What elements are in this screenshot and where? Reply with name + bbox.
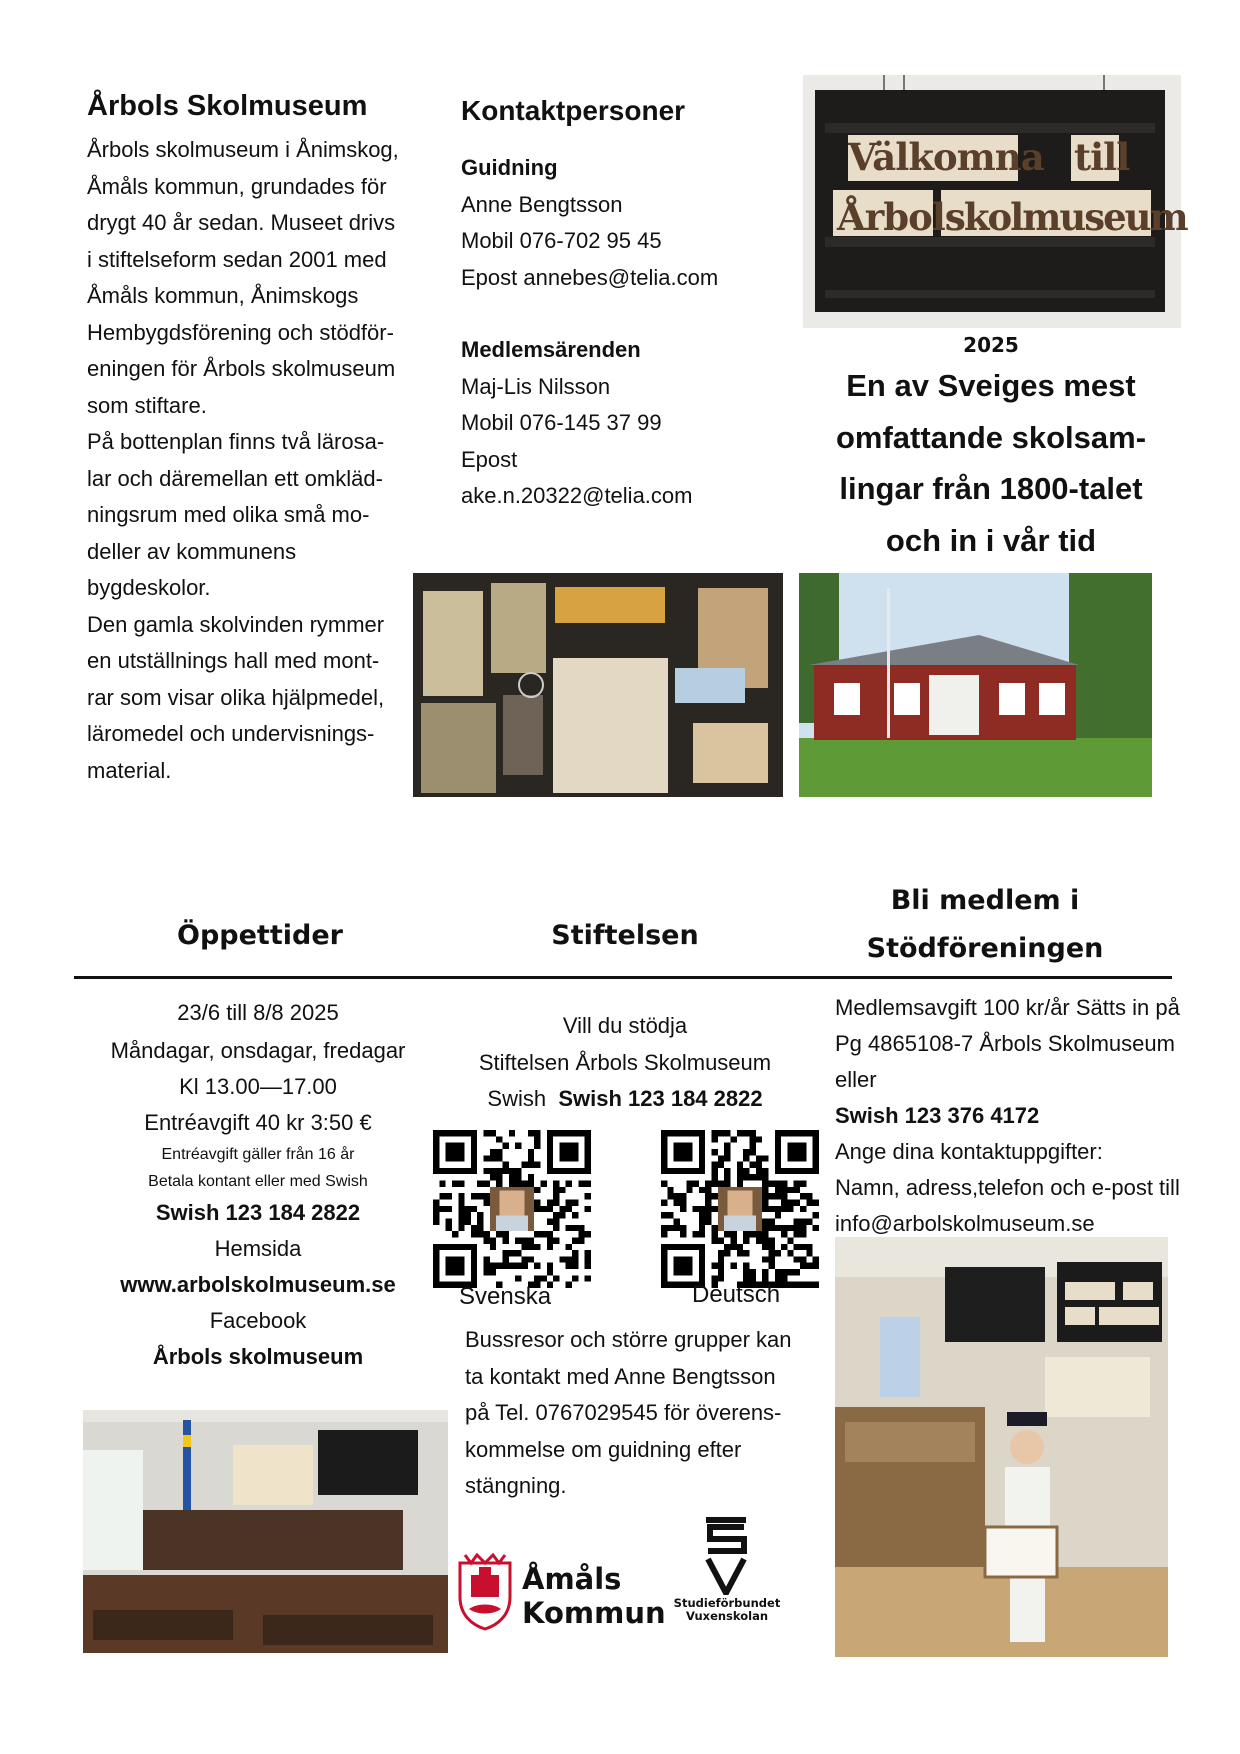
membership-line-5: Namn, adress,telefon och e-post till	[835, 1175, 1180, 1200]
guide-label: Guidning	[461, 155, 558, 180]
hours-dates: 23/6 till 8/8 2025	[177, 1000, 339, 1025]
hours-fee: Entréavgift 40 kr 3:50 €	[144, 1110, 372, 1135]
classroom-photo	[83, 1410, 448, 1653]
membership-email[interactable]: info@arbolskolmuseum.se	[835, 1211, 1095, 1236]
foundation-swish: Swish 123 184 2822	[558, 1086, 763, 1111]
intro-text-line: läromedel och undervisnings-	[87, 721, 375, 746]
bus-text-line: stängning.	[465, 1473, 567, 1498]
member-title-line-1: Bli medlem i	[890, 885, 1080, 916]
intro-text-line: rar som visar olika hjälpmedel,	[87, 684, 385, 710]
contacts-block	[461, 150, 791, 515]
foundation-block	[445, 1008, 805, 1118]
school-house-photo	[799, 573, 1152, 797]
sign-text-1b: till	[1074, 135, 1130, 179]
foundation-line-1: Vill du stödja	[562, 1013, 688, 1038]
sv-logo-line-2: Vuxenskolan	[685, 1609, 769, 1623]
intro-text	[87, 132, 417, 789]
sign-text-2a: Årbols	[837, 195, 965, 239]
member-title	[830, 877, 1140, 973]
classroom-mannequin-photo	[835, 1237, 1168, 1657]
tagline-year: 2025	[963, 333, 1019, 357]
hours-pay-note: Betala kontant eller med Swish	[148, 1173, 368, 1190]
hours-block	[80, 995, 436, 1375]
intro-text-line: eningen för Årbols skolmuseum	[87, 356, 396, 381]
qr-label-svenska: Svenska	[459, 1283, 552, 1310]
intro-text-line: som stiftare.	[87, 392, 207, 418]
membership-line-1: Medlemsavgift 100 kr/år Sätts in på	[835, 995, 1180, 1020]
membership-block	[835, 990, 1225, 1242]
guide-email: Epost annebes@telia.com	[461, 264, 719, 290]
studieforbundet-logo-text	[668, 1597, 786, 1623]
hours-days: Måndagar, onsdagar, fredagar	[110, 1038, 406, 1063]
member-email-label: Epost	[461, 446, 518, 472]
old-books-photo	[413, 573, 783, 797]
intro-text-line: Åmåls kommun, Ånimskogs	[87, 283, 359, 308]
amal-logo-line-2: Kommun	[522, 1596, 666, 1630]
amal-coat-of-arms-icon	[457, 1553, 513, 1631]
guide-phone: Mobil 076-702 95 45	[461, 228, 662, 253]
bus-text-line: ta kontakt med Anne Bengtsson	[465, 1363, 776, 1389]
bus-text-line: kommelse om guidning efter	[465, 1436, 742, 1462]
foundation-title: Stiftelsen	[551, 920, 699, 951]
member-name: Maj-Lis Nilsson	[461, 373, 611, 399]
intro-text-line: en utställnings hall med mont-	[87, 648, 380, 673]
contacts-title: Kontaktpersoner	[461, 95, 686, 126]
intro-text-line: deller av kommunens	[87, 538, 297, 564]
sign-text-2b: skolmuseum	[945, 195, 1187, 239]
hours-fee-note: Entréavgift gäller från 16 år	[161, 1146, 355, 1163]
membership-line-2: Pg 4865108-7 Årbols Skolmuseum	[835, 1031, 1175, 1056]
studieforbundet-logo-icon	[704, 1515, 748, 1595]
foundation-swish-prefix: Swish	[487, 1086, 547, 1111]
tagline-line: och in i vår tid	[885, 522, 1097, 558]
tagline-line: lingar från 1800-talet	[839, 471, 1143, 506]
intro-text-line: i stiftelseform sedan 2001 med	[87, 246, 387, 272]
intro-text-line: Hembygdsförening och stödför-	[87, 319, 394, 345]
member-email: ake.n.20322@telia.com	[461, 483, 693, 508]
qr-code-deutsch[interactable]	[661, 1130, 819, 1288]
intro-text-line: Årbols skolmuseum i Ånimskog,	[87, 137, 399, 162]
qr-code-svenska[interactable]	[433, 1130, 591, 1288]
intro-text-line: drygt 40 år sedan. Museet drivs	[87, 210, 396, 235]
sign-text-1a: Välkomna	[848, 135, 1044, 179]
hours-swish: Swish 123 184 2822	[155, 1200, 361, 1225]
member-label: Medlemsärenden	[461, 337, 641, 362]
intro-text-line: material.	[87, 757, 172, 783]
hours-fb-label: Facebook	[209, 1308, 307, 1333]
sv-logo-line-1: Studieförbundet	[673, 1596, 781, 1610]
intro-text-line: ningsrum med olika små mo-	[87, 502, 370, 527]
intro-text-line: Den gamla skolvinden rymmer	[87, 611, 385, 637]
member-title-line-2: Stödföreningen	[866, 933, 1104, 964]
section-divider	[74, 976, 1172, 979]
member-phone: Mobil 076-145 37 99	[461, 410, 662, 435]
intro-text-line: bygdeskolor.	[87, 575, 211, 600]
page-title: Årbols Skolmuseum	[87, 90, 368, 122]
tagline-line: omfattande skolsam-	[835, 419, 1147, 455]
intro-text-line: Åmåls kommun, grundades för	[87, 173, 387, 199]
amal-logo-line-1: Åmåls	[522, 1562, 622, 1596]
hours-time: Kl 13.00—17.00	[179, 1074, 337, 1099]
foundation-swish-line	[445, 1081, 805, 1118]
membership-swish: Swish 123 376 4172	[835, 1103, 1040, 1128]
hours-title: Öppettider	[177, 920, 343, 951]
amal-logo-text	[522, 1562, 666, 1630]
bus-text-line: Bussresor och större grupper kan	[465, 1327, 792, 1352]
bus-groups-text	[465, 1322, 825, 1505]
bus-text-line: på Tel. 0767029545 för överens-	[465, 1400, 782, 1425]
hours-web-link[interactable]: www.arbolskolmuseum.se	[120, 1272, 396, 1297]
hours-fb-link[interactable]: Årbols skolmuseum	[152, 1344, 364, 1369]
intro-text-line: På bottenplan finns två lärosa-	[87, 429, 385, 454]
tagline-line: En av Sveiges mest	[846, 368, 1136, 403]
intro-text-line: lar och däremellan ett omkläd-	[87, 465, 383, 491]
tagline-text	[800, 360, 1182, 566]
membership-line-4: Ange dina kontaktuppgifter:	[835, 1139, 1103, 1164]
foundation-line-2: Stiftelsen Årbols Skolmuseum	[478, 1049, 772, 1075]
membership-line-3: eller	[835, 1067, 877, 1092]
qr-label-deutsch: Deutsch	[692, 1281, 781, 1308]
guide-name: Anne Bengtsson	[461, 191, 623, 217]
hours-web-label: Hemsida	[214, 1236, 302, 1261]
